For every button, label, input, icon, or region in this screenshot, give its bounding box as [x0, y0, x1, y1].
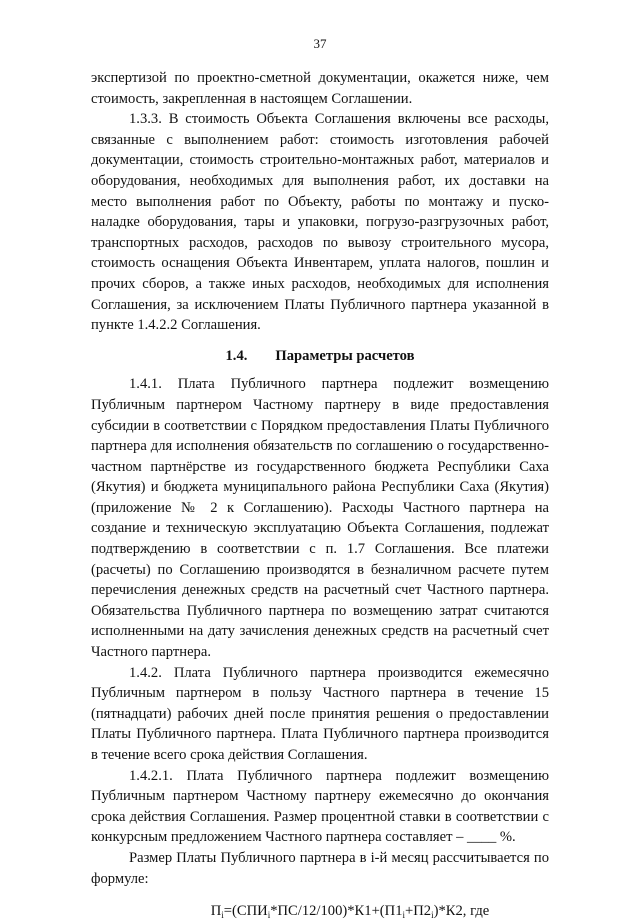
paragraph-1-4-2-1: 1.4.2.1. Плата Публичного партнера подлежит возмещению Публичным партнером Частному партнеру ежемесячно до окончания срока действия Соглашения. Размер процентной ставки в соответствии с конкурсным предложением Частного партнера составляет – ____ %.: [91, 767, 549, 846]
formula-part: *ПС/12/100)*К1+(П1: [270, 903, 403, 920]
formula-part: +П2: [405, 903, 432, 920]
section-title: Параметры расчетов: [275, 347, 415, 364]
formula-subscript: i: [221, 910, 224, 921]
paragraph-1-4-1: 1.4.1. Плата Публичного партнера подлежит возмещению Публичным партнером Частному партнеру в виде предоставления субсидии в соответствии с Порядком предоставления Платы Публичного партнера для исполнения обязательств по соглашению о государственно-частном партнёрстве из государственного бюджета Республики Саха (Якутия) и бюджета муниципального района Республики Саха (Якутия) (приложение № 2 к Соглашению). Расходы Частного партнера на создание и техническую эксплуатацию Объекта Соглашения, подлежат подтверждению в соответствии с п. 1.7 Соглашения. Все платежи (расчеты) по Соглашению производятся в безналичном расчете путем перечисления денежных средств на расчетный счет Частного партнера. Обязательства Публичного партнера по возмещению затрат считаются исполненными на дату зачисления денежных средств на расчетный счет Частного партнера.: [91, 376, 549, 661]
formula-subscript: i: [431, 910, 434, 921]
document-body: [91, 68, 549, 922]
section-number: 1.4.: [225, 347, 248, 364]
formula-part: =(СПИ: [223, 903, 268, 920]
paragraph-1-3-3: 1.3.3. В стоимость Объекта Соглашения включены все расходы, связанные с выполнением работ: стоимость изготовления рабочей документации, стоимость строительно-монтажных работ, материалов и оборудования, необходимых для выполнения работ, их доставки на место выполнения работ по Объекту, работы по монтажу и пуско-наладке оборудования, тары и упаковки, погрузо-разгрузочных работ, транспортных расходов, расходов по вывозу строительного мусора, стоимость оснащения Объекта Инвентарем, уплата налогов, пошлин и прочих сборов, а также иных расходов, необходимых для исполнения Соглашения, за исключением Платы Публичного партнера указанной в пункте 1.4.2.2 Соглашения.: [91, 111, 549, 334]
paragraph-1-4-2: 1.4.2. Плата Публичного партнера производится ежемесячно Публичным партнером в пользу Частного партнера в течение 15 (пятнадцати) рабочих дней после принятия решения о предоставлении Платы Публичного партнера. Плата Публичного партнера производится в течение всего срока действия Соглашения.: [91, 664, 549, 763]
formula-part: )*К2, где: [433, 903, 490, 920]
formula-part: П: [210, 903, 222, 920]
formula-subscript: i: [402, 910, 406, 921]
page-number: 37: [313, 36, 327, 51]
payment-formula: [91, 901, 549, 922]
paragraph-formula-intro: Размер Платы Публичного партнера в i-й месяц рассчитывается по формуле:: [91, 849, 549, 887]
paragraph-continuation: экспертизой по проектно-сметной документации, окажется ниже, чем стоимость, закрепленная в настоящем Соглашении.: [91, 70, 549, 107]
section-heading: [91, 346, 549, 367]
formula-subscript: i: [267, 910, 271, 921]
